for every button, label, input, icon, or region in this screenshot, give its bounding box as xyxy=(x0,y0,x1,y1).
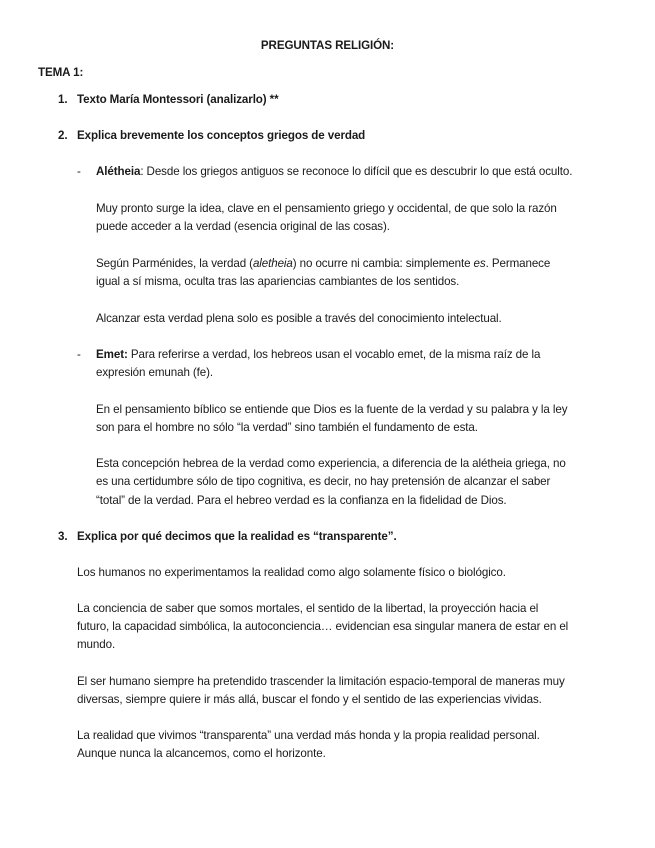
emet-bullet: - xyxy=(77,348,81,361)
aletheia-p2-line-1: Muy pronto surge la idea, clave en el pensamiento griego y occidental, de que solo la razón xyxy=(96,202,557,215)
aletheia-term: Alétheia xyxy=(96,165,141,178)
question-3-text: Explica por qué decimos que la realidad es “transparente”. xyxy=(77,530,397,543)
emet-paragraph-1 xyxy=(96,348,540,362)
question-3-number: 3. xyxy=(58,530,68,543)
question-2-text: Explica brevemente los conceptos griegos de verdad xyxy=(77,129,366,142)
emet-term: Emet: xyxy=(96,348,128,361)
aletheia-p3-text-a: Según Parménides, la verdad ( xyxy=(96,257,253,270)
q3-p4-line-2: Aunque nunca la alcancemos, como el horizonte. xyxy=(77,747,326,760)
aletheia-paragraph-1 xyxy=(96,165,572,179)
question-1-text: Texto María Montessori (analizarlo) ** xyxy=(77,93,279,106)
emet-line-1: Para referirse a verdad, los hebreos usan el vocablo emet, de la misma raíz de la xyxy=(127,348,541,361)
q3-p3-line-2: diversas, siempre quiere ir más allá, buscar el fondo y el sentido de las experiencias vividas. xyxy=(77,693,542,706)
aletheia-p3-emphasis-2: es xyxy=(473,257,486,270)
emet-line-2: expresión emunah (fe). xyxy=(96,366,214,379)
aletheia-p2-line-2: puede acceder a la verdad (esencia original de las cosas). xyxy=(96,220,390,233)
emet-p2-line-1: En el pensamiento bíblico se entiende que Dios es la fuente de la verdad y su palabra y la ley xyxy=(96,403,568,416)
question-2-number: 2. xyxy=(58,129,68,142)
question-1-number: 1. xyxy=(58,93,68,106)
q3-p1-line-1: Los humanos no experimentamos la realidad como algo solamente físico o biológico. xyxy=(77,566,506,579)
emet-p3-line-1: Esta concepción hebrea de la verdad como experiencia, a diferencia de la alétheia griega, no xyxy=(96,457,566,470)
aletheia-p4-line-1: Alcanzar esta verdad plena solo es posible a través del conocimiento intelectual. xyxy=(96,312,502,325)
section-heading: TEMA 1: xyxy=(38,66,84,79)
page-title: PREGUNTAS RELIGIÓN: xyxy=(260,39,395,52)
aletheia-p3-text-b: ) no ocurre ni cambia: simplemente xyxy=(292,257,474,270)
aletheia-bullet: - xyxy=(77,165,81,178)
emet-p3-line-2: es una certidumbre sólo de tipo cognitiva, es decir, no hay pretensión de alcanzar el saber xyxy=(96,475,551,488)
q3-p2-line-3: mundo. xyxy=(77,638,116,651)
q3-p2-line-1: La conciencia de saber que somos mortales, el sentido de la libertad, la proyección hacia el xyxy=(77,602,539,615)
q3-p4-line-1: La realidad que vivimos “transparenta” una verdad más honda y la propia realidad personal. xyxy=(77,729,540,742)
aletheia-p3-line-2: igual a sí misma, oculta tras las apariencias cambiantes de los sentidos. xyxy=(96,275,460,288)
aletheia-line-1: : Desde los griegos antiguos se reconoce lo difícil que es descubrir lo que está oculto. xyxy=(140,165,573,178)
emet-p2-line-2: son para el hombre no sólo “la verdad” sino también el fundamento de esta. xyxy=(96,421,478,434)
q3-p3-line-1: El ser humano siempre ha pretendido trascender la limitación espacio-temporal de maneras muy xyxy=(77,675,565,688)
q3-p2-line-2: futuro, la capacidad simbólica, la autoconciencia… evidencian esa singular manera de estar en el xyxy=(77,620,569,633)
aletheia-p3-emphasis: aletheia xyxy=(252,257,293,270)
aletheia-p3-line-1 xyxy=(96,257,550,271)
emet-p3-line-3: “total” de la verdad. Para el hebreo verdad es la confianza en la fidelidad de Dios. xyxy=(96,494,507,507)
aletheia-p3-text-c: . Permanece xyxy=(485,257,551,270)
